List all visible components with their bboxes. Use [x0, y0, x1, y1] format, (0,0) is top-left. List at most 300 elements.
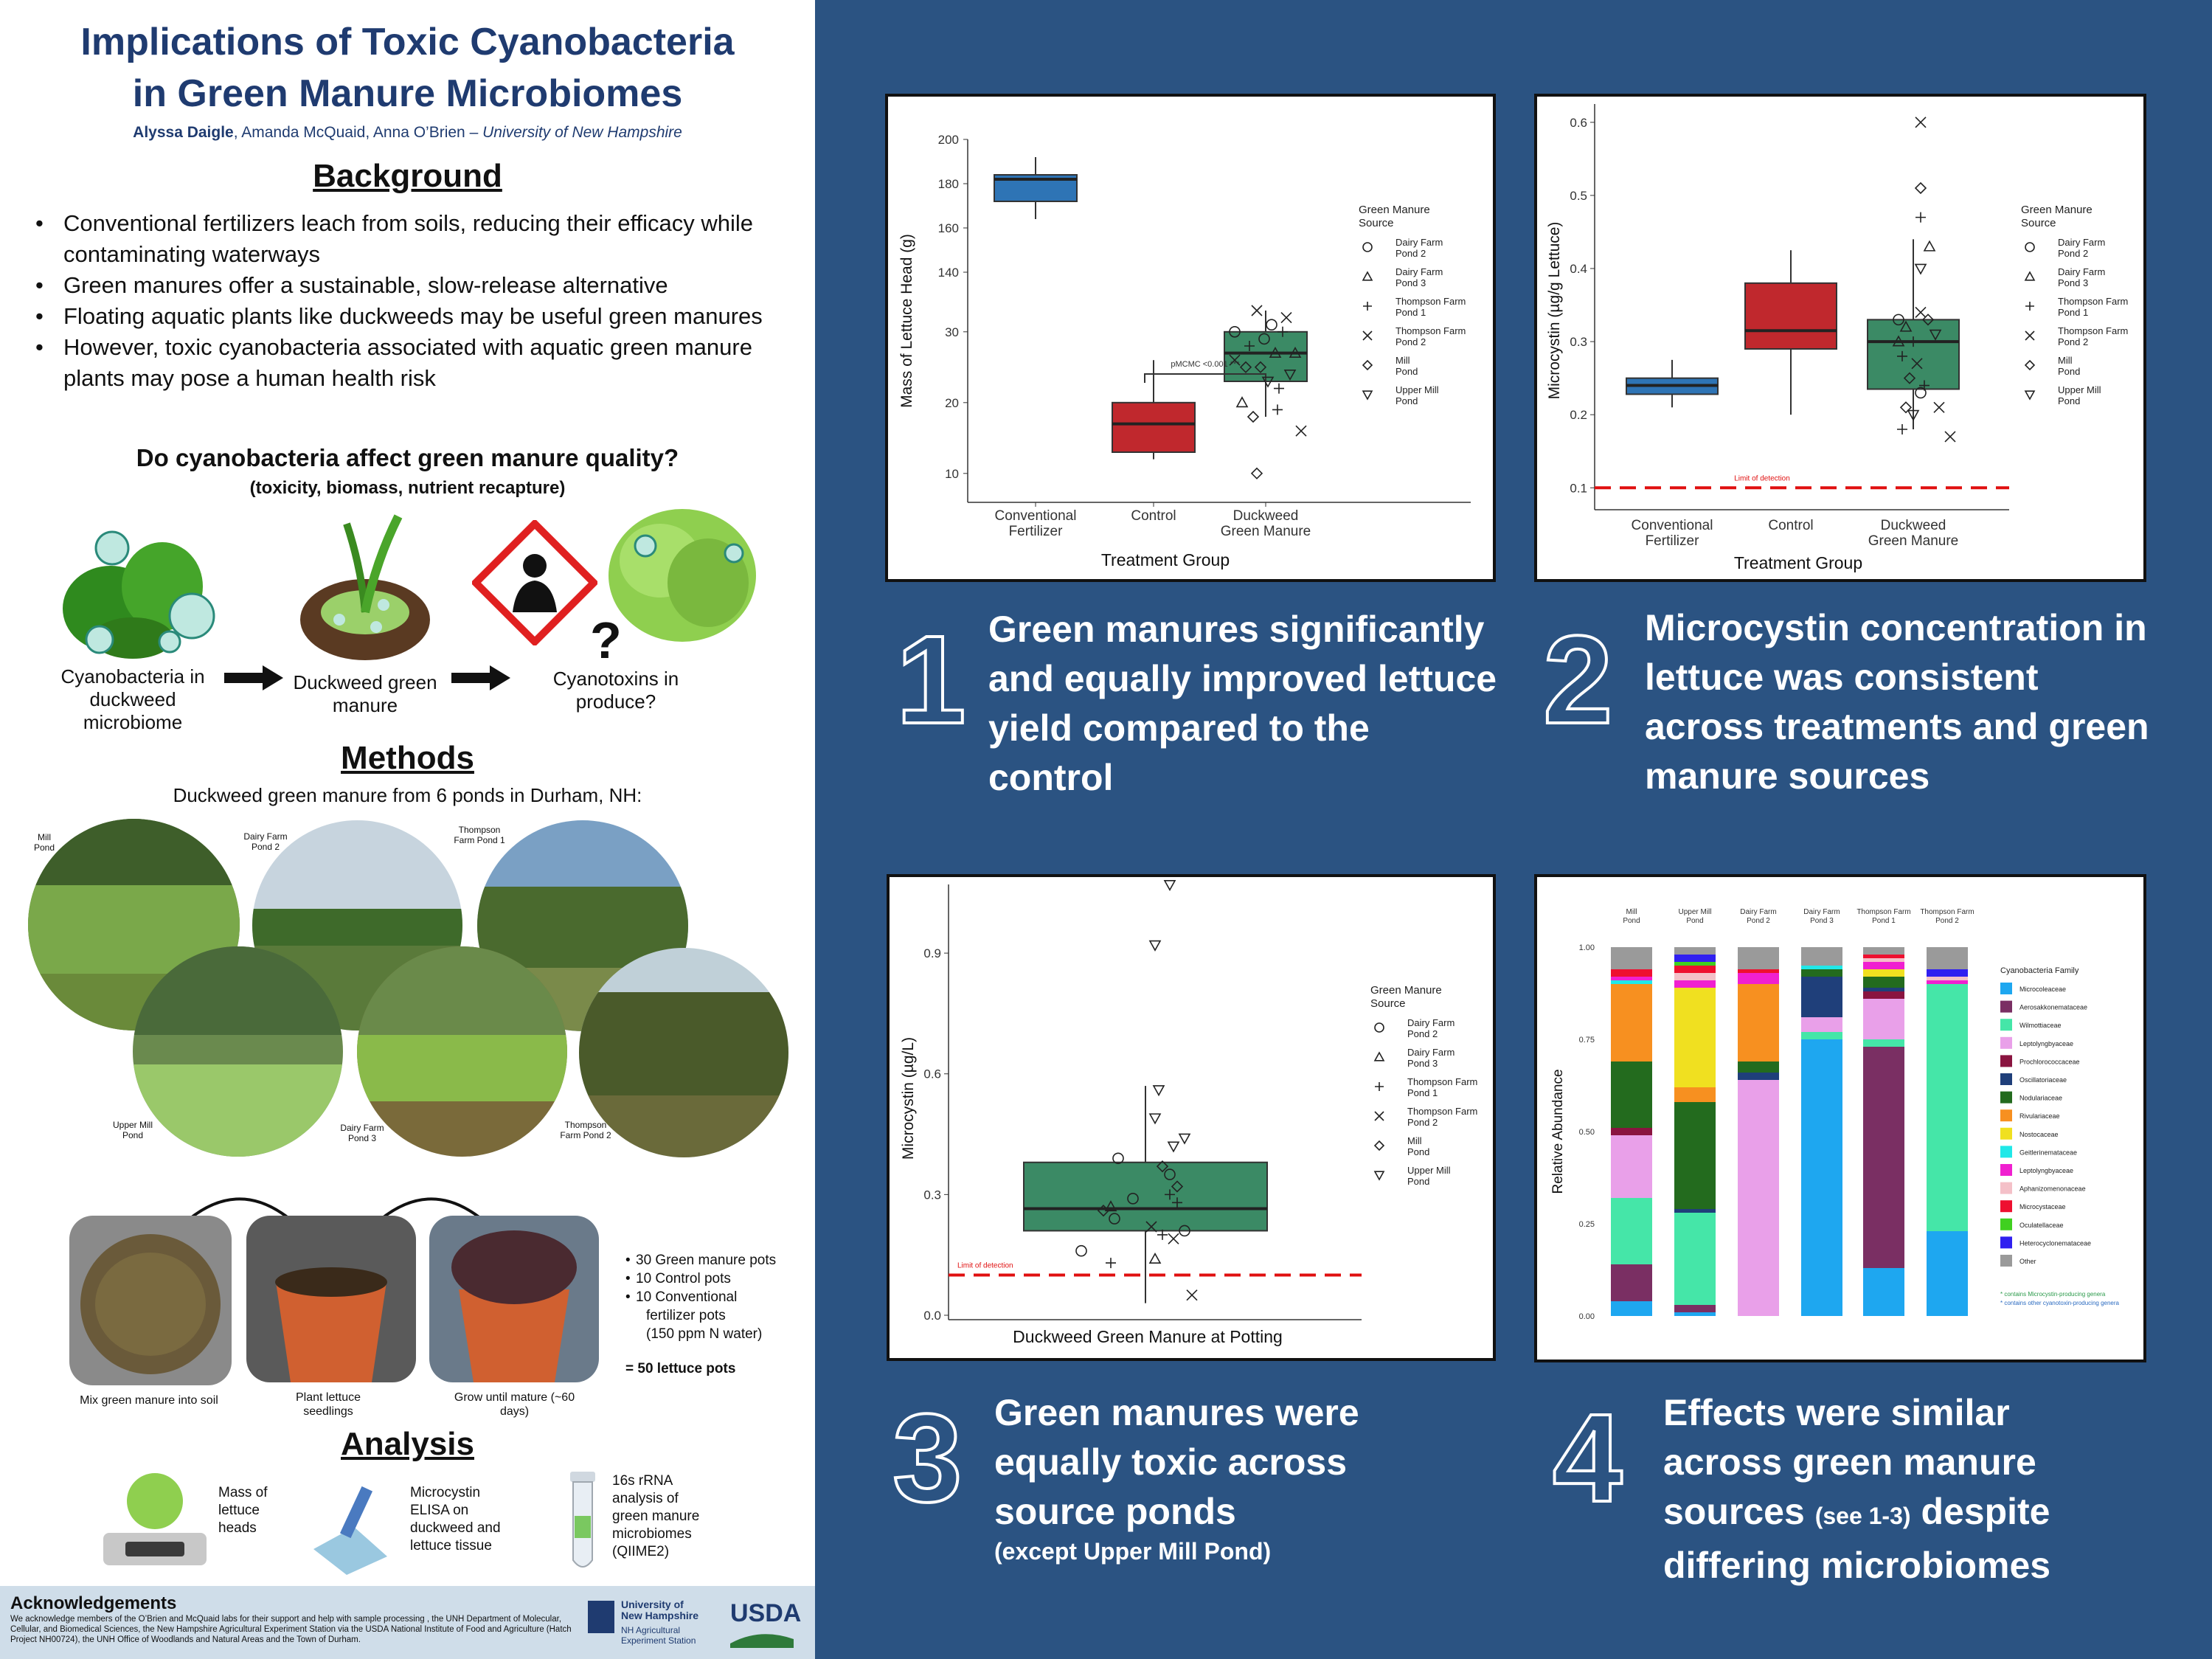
marker-diamond — [1915, 183, 1926, 193]
x-tick-label: Fertilizer — [1008, 524, 1063, 539]
legend-entry: Thompson Farm — [1395, 325, 1466, 336]
legend-entry: Pond 1 — [2058, 307, 2089, 318]
finding-3-text: Green manures were equally toxic across source ponds — [994, 1392, 1359, 1532]
mass-boxplot — [888, 97, 1493, 579]
unh-line: NH Agricultural — [621, 1625, 681, 1635]
affiliation: University of New Hampshire — [482, 124, 682, 141]
pot-photo-grow — [429, 1216, 599, 1382]
x-category-label: Pond 2 — [1935, 917, 1959, 925]
y-tick-label: 160 — [937, 221, 959, 235]
bar-segment — [1927, 980, 1968, 984]
bar-segment — [1738, 984, 1779, 1061]
y-axis-label: Mass of Lettuce Head (g) — [898, 234, 915, 408]
marker-triangle-down — [1375, 1171, 1384, 1180]
box-1-box — [1745, 283, 1837, 349]
background-bullets — [30, 208, 797, 394]
y-tick-label: 1.00 — [1578, 943, 1595, 952]
pond-label: Upper Mill Pond — [112, 1120, 153, 1140]
legend-entry: Oscillatoriaceae — [2019, 1076, 2067, 1084]
svg-text:3: 3 — [892, 1388, 963, 1523]
marker-triangle — [1363, 272, 1372, 280]
bar-segment — [1801, 1032, 1842, 1039]
x-category-label: Pond 1 — [1872, 917, 1896, 925]
scale-icon — [96, 1468, 214, 1571]
bar-segment — [1738, 947, 1779, 969]
bar-segment — [1611, 1061, 1652, 1128]
y-tick-label: 140 — [937, 266, 959, 280]
legend-entry: Geitlerinemataceae — [2019, 1149, 2078, 1157]
legend-entry: Upper Mill — [1395, 384, 1439, 395]
legend-entry: Pond — [2058, 366, 2081, 377]
bar-segment — [1927, 1231, 1968, 1316]
marker-circle — [1076, 1246, 1086, 1256]
finding-number-4 — [1545, 1383, 1641, 1523]
legend-entry: Pond 2 — [1407, 1028, 1438, 1039]
bar-segment — [1863, 999, 1904, 1039]
bullet-item: • Conventional fertilizers leach from soils, reducing their efficacy while contaminating waterways — [30, 208, 797, 270]
y-tick-label: 10 — [945, 466, 959, 481]
bar-segment — [1611, 977, 1652, 980]
y-tick-label: 0.2 — [1570, 408, 1587, 423]
legend-entry: Nodulariaceae — [2019, 1094, 2063, 1102]
bar-segment — [1738, 973, 1779, 984]
bar-segment — [1611, 1264, 1652, 1301]
step-caption: Grow until mature (~60 days) — [454, 1391, 575, 1418]
legend-entry: Heterocyclonemataceae — [2019, 1239, 2092, 1247]
y-tick-label: 0.50 — [1578, 1128, 1595, 1137]
legend-entry: Prochlorococcaceae — [2019, 1058, 2080, 1066]
legend-entry: Pond 2 — [1407, 1117, 1438, 1128]
marker-cross — [1915, 307, 1926, 317]
marker-cross — [1945, 432, 1955, 442]
bar-segment — [1674, 1312, 1716, 1316]
finding-3-sub: (except Upper Mill Pond) — [994, 1538, 1272, 1565]
y-tick-label: 0.3 — [923, 1188, 941, 1202]
marker-triangle-down — [1165, 881, 1175, 890]
finding-3 — [994, 1388, 1466, 1566]
marker-plus — [1375, 1082, 1384, 1091]
x-category-label: Pond — [1686, 917, 1704, 925]
finding-1: Green manures significantly and equally improved lettuce yield compared to the control — [988, 609, 1497, 798]
methods-heading: Methods — [341, 740, 474, 776]
finding-4-text-b: despite differing microbiomes — [1663, 1491, 2051, 1586]
legend-entry: Mill — [1395, 355, 1410, 366]
x-tick-label: Duckweed — [1232, 508, 1299, 524]
legend-swatch — [2000, 1037, 2012, 1049]
x-axis-label: Treatment Group — [1100, 550, 1230, 569]
analysis-item: Microcystin ELISA on duckweed and lettuce tissue — [410, 1485, 501, 1554]
x-tick-label: Conventional — [1631, 518, 1713, 533]
marker-triangle — [1924, 241, 1935, 251]
legend-entry: Pond 2 — [1395, 248, 1426, 259]
legend-swatch — [2000, 1001, 2012, 1013]
marker-cross — [1375, 1112, 1384, 1121]
box-1-box — [1112, 403, 1195, 452]
bar-segment — [1863, 1039, 1904, 1047]
x-tick-label: Conventional — [994, 508, 1077, 524]
marker-triangle — [1150, 1254, 1160, 1264]
legend-entry: Pond 2 — [1395, 336, 1426, 347]
pot-count: • 10 Conventional — [625, 1288, 776, 1306]
marker-cross — [1281, 313, 1292, 323]
bar-segment — [1863, 1047, 1904, 1268]
legend-entry: Pond 2 — [2058, 248, 2089, 259]
legend-swatch — [2000, 1182, 2012, 1194]
y-axis-label: Microcystin (µg/g Lettuce) — [1546, 221, 1563, 400]
legend-entry: Pond — [1395, 366, 1418, 377]
legend-swatch — [2000, 1109, 2012, 1121]
marker-plus — [1915, 212, 1926, 223]
legend-entry: Oculatellaceae — [2019, 1221, 2064, 1229]
marker-diamond — [1248, 412, 1258, 422]
legend-entry: Dairy Farm — [2058, 237, 2106, 248]
footnote: * contains Microcystin-producing genera — [2000, 1291, 2106, 1298]
y-tick-label: 30 — [945, 325, 959, 339]
legend-entry: Dairy Farm — [1395, 237, 1443, 248]
x-tick-label: Green Manure — [1220, 524, 1311, 539]
marker-plus — [1272, 404, 1283, 415]
y-tick-label: 0.1 — [1570, 481, 1587, 496]
pond-label: Thompson Farm Pond 1 — [454, 825, 505, 845]
detection-limit-label: Limit of detection — [957, 1261, 1013, 1270]
bullet-item: • Green manures offer a sustainable, slow-release alternative — [30, 270, 797, 301]
bar-segment — [1863, 969, 1904, 977]
x-category-label: Thompson Farm — [1856, 908, 1911, 916]
bullet-item: • Floating aquatic plants like duckweeds may be useful green manures — [30, 301, 797, 332]
pot-photo-plant — [246, 1216, 416, 1382]
bar-segment — [1611, 969, 1652, 977]
health-hazard-icon — [472, 520, 597, 645]
marker-cross — [1915, 117, 1926, 128]
marker-plus — [1897, 424, 1907, 434]
detection-limit-label: Limit of detection — [1734, 474, 1790, 483]
marker-circle — [1266, 319, 1277, 330]
usda-swoosh-icon — [730, 1630, 794, 1648]
chart-panel-1 — [885, 94, 1496, 582]
marker-cross — [1252, 305, 1262, 316]
pond-label: Thompson Farm Pond 2 — [560, 1120, 611, 1140]
marker-cross — [2025, 331, 2034, 340]
pond-photo-upper-mill — [133, 946, 343, 1157]
pot-count: (150 ppm N water) — [646, 1326, 763, 1342]
x-tick-label: Control — [1131, 508, 1176, 524]
y-tick-label: 20 — [945, 395, 959, 410]
marker-cross — [1187, 1290, 1197, 1300]
box-2-box — [1868, 319, 1959, 389]
bullet-item: • However, toxic cyanobacteria associated with aquatic green manure plants may pose a human health risk — [30, 332, 797, 394]
bar-segment — [1674, 980, 1716, 988]
flow-caption-2: Duckweed green manure — [293, 671, 437, 716]
unh-line: Experiment Station — [621, 1635, 696, 1646]
legend-entry: Dairy Farm — [1407, 1047, 1455, 1058]
x-category-label: Pond — [1623, 917, 1640, 925]
legend-entry: Microcystaceae — [2019, 1203, 2066, 1211]
legend-entry: Pond 3 — [2058, 277, 2089, 288]
legend-entry: Wilmottiaceae — [2019, 1022, 2062, 1030]
bar-segment — [1611, 947, 1652, 969]
x-axis-label: Duckweed Green Manure at Potting — [1013, 1327, 1283, 1346]
x-category-label: Pond 3 — [1810, 917, 1834, 925]
marker-circle — [1363, 243, 1372, 252]
legend-entry: Thompson Farm — [2058, 325, 2129, 336]
bar-segment — [1863, 977, 1904, 988]
significance-label: pMCMC <0.001 *** — [1171, 360, 1240, 369]
bar-segment — [1674, 1209, 1716, 1213]
acknowledgements-heading: Acknowledgements — [10, 1593, 177, 1613]
svg-text:1: 1 — [896, 610, 966, 745]
marker-cross — [1168, 1233, 1179, 1244]
marker-triangle-down — [1168, 1142, 1179, 1151]
legend-title-line: Source — [2021, 217, 2056, 229]
legend-entry: Mill — [1407, 1135, 1422, 1146]
unh-name — [621, 1599, 698, 1621]
bar-segment — [1863, 947, 1904, 955]
legend-swatch — [2000, 1055, 2012, 1067]
author-main: Alyssa Daigle — [133, 124, 234, 141]
marker-cross — [1296, 426, 1306, 436]
marker-triangle-down — [1150, 1114, 1160, 1123]
pond-label: Dairy Farm Pond 2 — [243, 831, 288, 852]
marker-plus — [1274, 384, 1284, 394]
bar-segment — [1611, 1198, 1652, 1264]
bar-segment — [1927, 947, 1968, 969]
flow-caption-3: Cyanotoxins in produce? — [552, 668, 679, 713]
legend-entry: Other — [2019, 1258, 2036, 1265]
question-mark-icon: ? — [590, 612, 622, 669]
legend-entry: Pond 1 — [1407, 1087, 1438, 1098]
legend-title-line: Source — [1370, 997, 1406, 1010]
test-tube-icon — [564, 1472, 601, 1575]
legend-title-line: Source — [1359, 217, 1394, 229]
legend-entry: Nostocaceae — [2019, 1130, 2059, 1138]
legend-entry: Dairy Farm — [2058, 266, 2106, 277]
bar-segment — [1801, 1017, 1842, 1032]
methods-subtitle: Duckweed green manure from 6 ponds in Durham, NH: — [173, 784, 642, 806]
x-category-label: Dairy Farm — [1803, 908, 1840, 916]
authors — [22, 124, 793, 142]
marker-plus — [1363, 302, 1372, 311]
y-tick-label: 0.6 — [1570, 115, 1587, 130]
pond-photo-dairy-farm-3 — [357, 946, 567, 1157]
bar-segment — [1801, 969, 1842, 977]
legend-entry: Upper Mill — [1407, 1165, 1451, 1176]
box-0-box — [1024, 1163, 1267, 1231]
legend-entry: Dairy Farm — [1407, 1017, 1455, 1028]
unh-line: New Hampshire — [621, 1610, 699, 1621]
bar-segment — [1674, 973, 1716, 980]
legend-swatch — [2000, 1019, 2012, 1031]
bar-segment — [1863, 991, 1904, 999]
legend-swatch — [2000, 1255, 2012, 1267]
legend-swatch — [2000, 1073, 2012, 1085]
step-caption: Plant lettuce seedlings — [295, 1391, 361, 1418]
marker-triangle — [1237, 398, 1247, 407]
pot-counts — [625, 1251, 776, 1343]
research-question-sub: (toxicity, biomass, nutrient recapture) — [249, 478, 566, 498]
bar-segment — [1738, 1061, 1779, 1073]
marker-cross — [1363, 331, 1372, 340]
bar-segment — [1927, 984, 1968, 1231]
finding-4-text-a: Effects were similar across green manure sources — [1663, 1392, 2036, 1532]
marker-triangle — [2025, 272, 2034, 280]
legend-entry: Upper Mill — [2058, 384, 2101, 395]
marker-cross — [1934, 402, 1944, 412]
x-category-label: Mill — [1626, 908, 1637, 916]
y-axis-label: Relative Abundance — [1550, 1069, 1566, 1194]
legend-swatch — [2000, 1146, 2012, 1157]
bar-segment — [1863, 1268, 1904, 1316]
analysis-item: 16s rRNA analysis of green manure microbiomes (QIIME2) — [612, 1473, 700, 1559]
finding-4-sub: (see 1-3) — [1814, 1503, 1911, 1529]
marker-diamond — [1375, 1141, 1384, 1150]
legend-entry: Aphanizomenonaceae — [2019, 1185, 2086, 1193]
marker-diamond — [2025, 361, 2034, 370]
bar-segment — [1611, 1128, 1652, 1135]
marker-triangle-down — [1154, 1086, 1164, 1095]
legend-entry: Thompson Farm — [2058, 296, 2129, 307]
legend-entry: Mill — [2058, 355, 2073, 366]
poster-title — [22, 16, 793, 120]
legend-entry: Microcoleaceae — [2019, 986, 2067, 993]
manure-microcystin-boxplot — [890, 877, 1493, 1358]
duckweed-cyanobacteria-illustration — [59, 527, 221, 660]
legend-entry: Pond — [1395, 395, 1418, 406]
marker-circle — [2025, 243, 2034, 252]
bar-segment — [1801, 977, 1842, 1017]
lettuce-microcystin-boxplot — [1537, 97, 2143, 579]
legend-entry: Pond — [2058, 395, 2081, 406]
legend-title-line: Green Manure — [1370, 984, 1442, 997]
legend-entry: Pond 3 — [1395, 277, 1426, 288]
green-manure-illustration — [295, 509, 435, 664]
bar-segment — [1674, 1087, 1716, 1102]
finding-2: Microcystin concentration in lettuce was consistent across treatments and green manure sources — [1645, 607, 2149, 797]
finding-number-1 — [889, 605, 985, 745]
legend-swatch — [2000, 1200, 2012, 1212]
legend-title-line: Green Manure — [2021, 204, 2093, 216]
x-category-label: Dairy Farm — [1740, 908, 1777, 916]
marker-triangle — [1375, 1053, 1384, 1061]
pot-count: • 10 Control pots — [625, 1270, 776, 1288]
bar-segment — [1738, 1080, 1779, 1316]
x-tick-label: Green Manure — [1868, 533, 1959, 549]
legend-entry: Thompson Farm — [1407, 1106, 1478, 1117]
research-question: Do cyanobacteria affect green manure quality? — [136, 444, 679, 471]
chart-panel-3 — [887, 874, 1496, 1361]
legend-entry: Rivulariaceae — [2019, 1112, 2060, 1121]
lettuce-icon — [601, 502, 763, 649]
bar-segment — [1863, 955, 1904, 958]
bar-segment — [1611, 984, 1652, 1061]
bar-segment — [1801, 966, 1842, 969]
x-category-label: Thompson Farm — [1920, 908, 1974, 916]
legend-swatch — [2000, 1236, 2012, 1248]
legend-entry: Pond 1 — [1395, 307, 1426, 318]
bar-segment — [1674, 947, 1716, 955]
marker-diamond — [1252, 468, 1262, 479]
left-column — [0, 0, 815, 1659]
usda-logo: USDA — [730, 1599, 802, 1627]
marker-plus — [2025, 302, 2034, 311]
bar-segment — [1674, 962, 1716, 966]
title-line-2: in Green Manure Microbiomes — [132, 72, 683, 115]
y-tick-label: 0.25 — [1578, 1220, 1595, 1229]
step-caption: Mix green manure into soil — [80, 1394, 218, 1407]
pond-label: Dairy Farm Pond 3 — [340, 1123, 384, 1143]
legend-entry: Pond — [1407, 1176, 1430, 1187]
legend-entry: Thompson Farm — [1395, 296, 1466, 307]
chart-panel-4 — [1534, 874, 2146, 1362]
marker-circle — [1375, 1023, 1384, 1032]
bar-segment — [1863, 958, 1904, 962]
analysis-item: Mass of lettuce heads — [218, 1485, 268, 1536]
bar-segment — [1674, 1305, 1716, 1312]
y-tick-label: 0.75 — [1578, 1036, 1595, 1045]
legend-swatch — [2000, 983, 2012, 994]
svg-text:4: 4 — [1553, 1388, 1623, 1523]
y-tick-label: 0.5 — [1570, 188, 1587, 203]
bar-segment — [1801, 1039, 1842, 1316]
legend-entry: Pond 3 — [1407, 1058, 1438, 1069]
analysis-heading: Analysis — [341, 1426, 474, 1462]
legend-title-line: Green Manure — [1359, 204, 1430, 216]
marker-diamond — [1363, 361, 1372, 370]
bar-segment — [1611, 980, 1652, 984]
pot-count: fertilizer pots — [646, 1308, 726, 1323]
unh-logo — [588, 1601, 614, 1633]
y-tick-label: 0.3 — [1570, 335, 1587, 350]
marker-triangle-down — [1150, 941, 1160, 951]
bar-segment — [1674, 1213, 1716, 1305]
bar-segment — [1927, 977, 1968, 980]
bar-segment — [1674, 1102, 1716, 1209]
x-tick-label: Duckweed — [1880, 518, 1946, 533]
finding-number-2 — [1536, 605, 1632, 745]
author-rest: , Amanda McQuaid, Anna O’Brien – — [233, 124, 483, 141]
bar-segment — [1738, 1073, 1779, 1080]
bar-segment — [1863, 962, 1904, 969]
bar-segment — [1801, 947, 1842, 966]
bar-segment — [1674, 955, 1716, 962]
legend-entry: Aerosakkonemataceae — [2019, 1003, 2088, 1011]
y-tick-label: 0.0 — [923, 1309, 941, 1323]
background-heading: Background — [313, 158, 502, 194]
legend-entry: Leptolyngbyaceae — [2019, 1039, 2074, 1047]
bar-segment — [1927, 969, 1968, 977]
legend-entry: Thompson Farm — [1407, 1076, 1478, 1087]
pot-photo-mix — [69, 1216, 232, 1385]
y-tick-label: 180 — [937, 177, 959, 191]
legend-entry: Pond 2 — [2058, 336, 2089, 347]
arrow-icon — [224, 665, 283, 690]
marker-triangle-down — [1915, 264, 1926, 274]
bar-segment — [1674, 988, 1716, 1087]
x-tick-label: Fertilizer — [1645, 533, 1699, 549]
pipette-icon — [299, 1479, 398, 1575]
pot-count: • 30 Green manure pots — [625, 1251, 776, 1270]
y-tick-label: 200 — [937, 133, 959, 147]
x-category-label: Upper Mill — [1678, 908, 1712, 916]
legend-swatch — [2000, 1164, 2012, 1176]
legend-swatch — [2000, 1128, 2012, 1140]
legend-entry: Pond — [1407, 1146, 1430, 1157]
title-line-1: Implications of Toxic Cyanobacteria — [80, 21, 735, 63]
y-tick-label: 0.9 — [923, 946, 941, 961]
flow-caption-1: Cyanobacteria in duckweed microbiome — [60, 665, 205, 733]
legend-entry: Leptolyngbyaceae — [2019, 1167, 2074, 1174]
bar-segment — [1611, 1135, 1652, 1198]
legend-entry: Dairy Farm — [1395, 266, 1443, 277]
